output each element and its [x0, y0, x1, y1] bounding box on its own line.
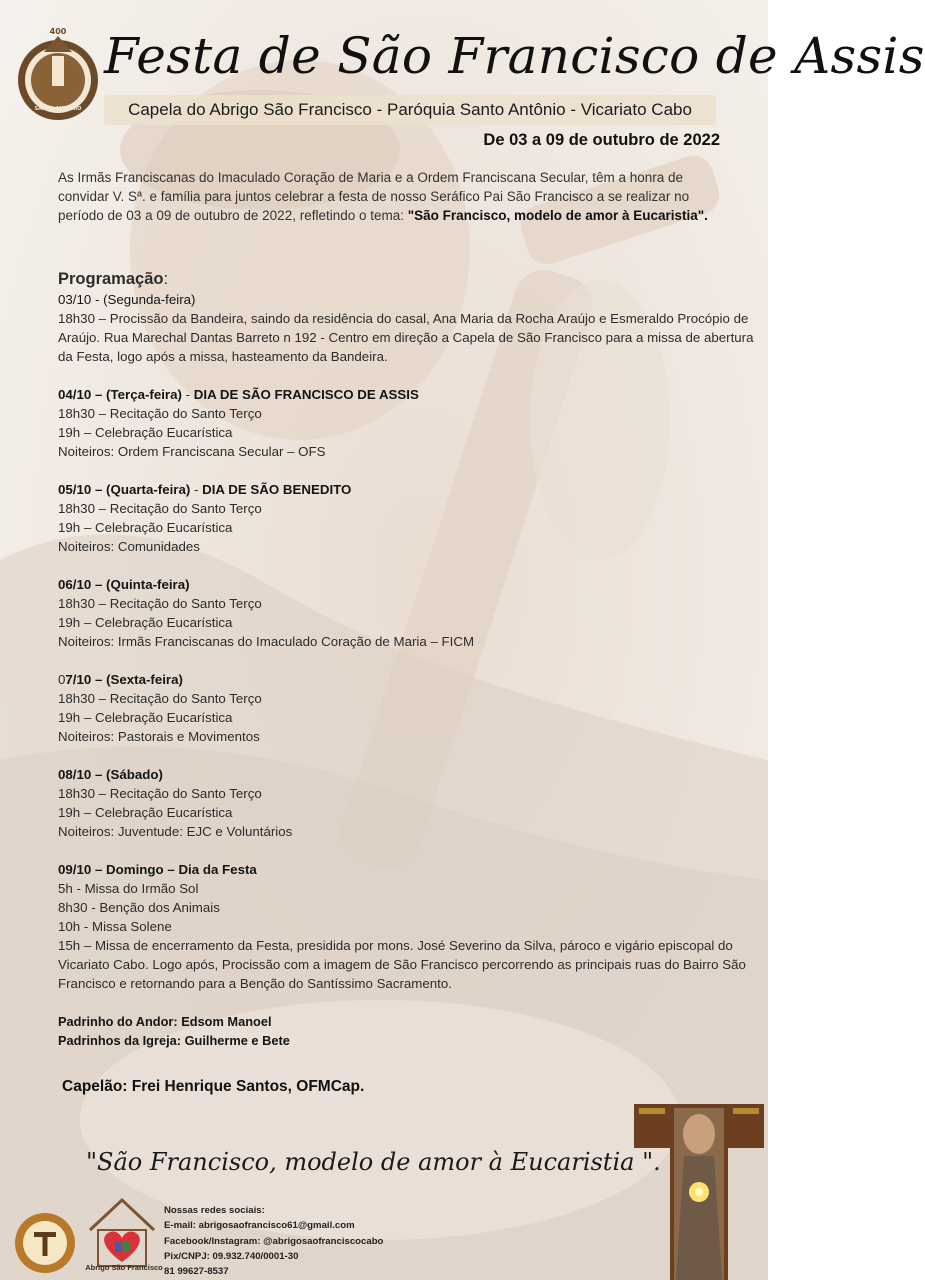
day-item: 19h – Celebração Eucarística [58, 805, 233, 820]
program-day [58, 290, 758, 366]
chaplain: Capelão: Frei Henrique Santos, OFMCap. [62, 1078, 365, 1095]
day-item: Noiteiros: Juventude: EJC e Voluntários [58, 824, 293, 839]
day-heading: 04/10 – (Terça-feira) [58, 387, 182, 402]
day-item: 19h – Celebração Eucarística [58, 520, 233, 535]
program-day [58, 385, 758, 461]
day-tag: DIA DE SÃO BENEDITO [202, 482, 352, 497]
day-heading: 08/10 – (Sábado) [58, 767, 163, 782]
day-item: 8h30 - Benção dos Animais [58, 900, 220, 915]
day-heading: 03/10 - (Segunda-feira) [58, 292, 196, 307]
program-title: Programação [58, 270, 164, 288]
social-title: Nossas redes sociais: [164, 1205, 265, 1216]
day-heading: 05/10 – (Quarta-feira) [58, 482, 191, 497]
email-text: E-mail: abrigosaofrancisco61@gmail.com [164, 1220, 355, 1232]
program-day [58, 670, 758, 746]
abrigo-logo-label: Abrigo São Francisco [85, 1263, 163, 1272]
saint-francis-tau-icon [634, 1100, 764, 1280]
day-tag: DIA DE SÃO FRANCISCO DE ASSIS [193, 387, 419, 402]
day-item: 18h30 – Procissão da Bandeira, saindo da residência do casal, Ana Maria da Rocha Araújo e Esmeraldo Procópio de Araújo. Rua Marechal Dantas Barreto n 192 - Centro em direção a Capela de São Francisco para a missa de abertura da Festa, logo após a missa, hasteamento da Bandeira. [58, 311, 754, 364]
day-heading: 7/10 – (Sexta-feira) [65, 672, 183, 687]
theme-quote: "São Francisco, modelo de amor à Eucaristia ". [86, 1148, 661, 1176]
sponsor-igreja: Padrinhos da Igreja: Guilherme e Bete [58, 1033, 290, 1048]
day-item: 18h30 – Recitação do Santo Terço [58, 691, 262, 706]
day-heading-prefix: 0 [58, 672, 66, 687]
program-day [58, 765, 758, 841]
day-separator: - [190, 482, 203, 497]
day-item: 18h30 – Recitação do Santo Terço [58, 786, 262, 801]
day-item: 5h - Missa do Irmão Sol [58, 881, 199, 896]
program-day [58, 860, 758, 993]
day-item: 18h30 – Recitação do Santo Terço [58, 406, 262, 421]
sponsors [58, 1012, 758, 1050]
intro-theme: "São Francisco, modelo de amor à Eucaristia". [407, 208, 708, 223]
day-item: Noiteiros: Comunidades [58, 539, 200, 554]
page-title: Festa de São Francisco de Assis [104, 27, 925, 85]
social-contacts [164, 1203, 464, 1279]
day-item: 18h30 – Recitação do Santo Terço [58, 596, 262, 611]
day-item: 18h30 – Recitação do Santo Terço [58, 501, 262, 516]
day-heading: 09/10 – Domingo – Dia da Festa [58, 862, 257, 877]
day-item: 19h – Celebração Eucarística [58, 710, 233, 725]
page-subtitle: Capela do Abrigo São Francisco - Paróquia Santo Antônio - Vicariato Cabo [128, 100, 692, 119]
program-day [58, 575, 758, 651]
event-dates: De 03 a 09 de outubro de 2022 [483, 131, 720, 149]
phone-text: 81 99627-8537 [164, 1266, 229, 1278]
day-item: Noiteiros: Irmãs Franciscanas do Imaculado Coração de Maria – FICM [58, 634, 475, 649]
day-item: Noiteiros: Ordem Franciscana Secular – OFS [58, 444, 326, 459]
intro-paragraph [58, 168, 720, 225]
svg-text:SANTO ANTÔNIO: SANTO ANTÔNIO [34, 106, 82, 112]
facebook-text: Facebook/Instagram: @abrigosaofranciscocabo [164, 1235, 384, 1247]
ofs-seal-icon [14, 1212, 76, 1274]
program-heading [58, 268, 758, 290]
pix-text: Pix/CNPJ: 09.932.740/0001-30 [164, 1250, 299, 1262]
day-item: Noiteiros: Pastorais e Movimentos [58, 729, 260, 744]
day-heading: 06/10 – (Quinta-feira) [58, 577, 190, 592]
day-item: 15h – Missa de encerramento da Festa, presidida por mons. José Severino da Silva, pároco e vigário episcopal do Vicariato Cabo. Logo após, Procissão com a imagem de São Francisco percorrendo as principais ruas do Bairro São Francisco e retornando para a Benção do Santíssimo Sacramento. [58, 938, 746, 991]
program-title-colon: : [163, 270, 169, 288]
day-separator: - [181, 387, 194, 402]
program-day [58, 480, 758, 556]
day-item: 19h – Celebração Eucarística [58, 425, 233, 440]
day-item: 19h – Celebração Eucarística [58, 615, 233, 630]
day-item: 10h - Missa Solene [58, 919, 172, 934]
intro-text: As Irmãs Franciscanas do Imaculado Coração de Maria e a Ordem Franciscana Secular, têm a honra de convidar V. Sª. e família para juntos celebrar a festa de nosso Seráfico Pai São Francisco a se realizar no período de 03 a 09 de outubro de 2022, refletindo o tema: [58, 170, 690, 223]
program-section [58, 268, 758, 1050]
parish-400-years-logo [14, 22, 102, 126]
svg-text:400: 400 [49, 27, 67, 36]
sponsor-andor: Padrinho do Andor: Edsom Manoel [58, 1014, 272, 1029]
